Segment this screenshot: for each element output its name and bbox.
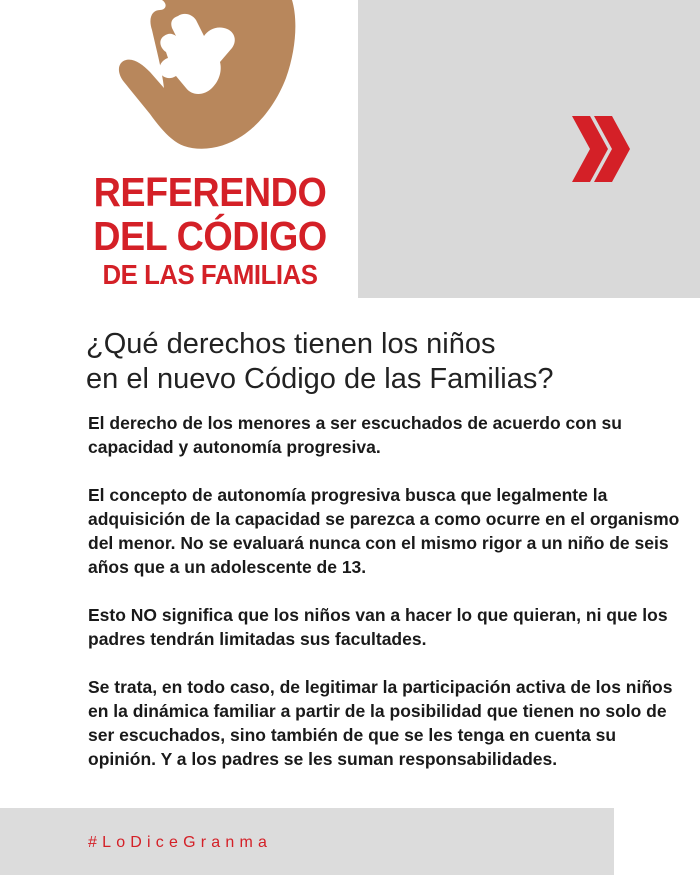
gray-panel — [358, 0, 700, 298]
question-heading — [86, 327, 676, 397]
campaign-title — [80, 170, 340, 292]
title-line-3: DE LAS FAMILIAS — [102, 259, 318, 290]
paragraph-2: El concepto de autonomía progresiva busca que legalmente la adquisición de la capacidad se parezca a como ocurre en el organismo del menor. No se evaluará nunca con el mismo rigor a un niño de seis años que a un adolescente de 13. — [88, 485, 680, 577]
paragraph-3: Esto NO significa que los niños van a hacer lo que quieran, ni que los padres tendrán limitadas sus facultades. — [88, 605, 668, 649]
double-chevron-right-icon — [568, 112, 634, 186]
title-line-2: DEL CÓDIGO — [93, 213, 327, 259]
heading-line-2: en el nuevo Código de las Familias? — [86, 363, 554, 395]
hands-icon — [92, 0, 302, 165]
title-line-1: REFERENDO — [93, 169, 327, 215]
heading-line-1: ¿Qué derechos tienen los niños — [86, 328, 496, 360]
paragraph-4: Se trata, en todo caso, de legitimar la participación activa de los niños en la dinámica familiar a partir de la posibilidad que tienen no solo de ser escuchados, sino también de que se les tenga en cuenta su opinión. Y a los padres se les suman responsabilidades. — [88, 677, 673, 769]
hashtag: #LoDiceGranma — [88, 834, 273, 851]
body-text — [88, 411, 688, 795]
paragraph-1: El derecho de los menores a ser escuchados de acuerdo con su capacidad y autonomía progresiva. — [88, 413, 622, 457]
